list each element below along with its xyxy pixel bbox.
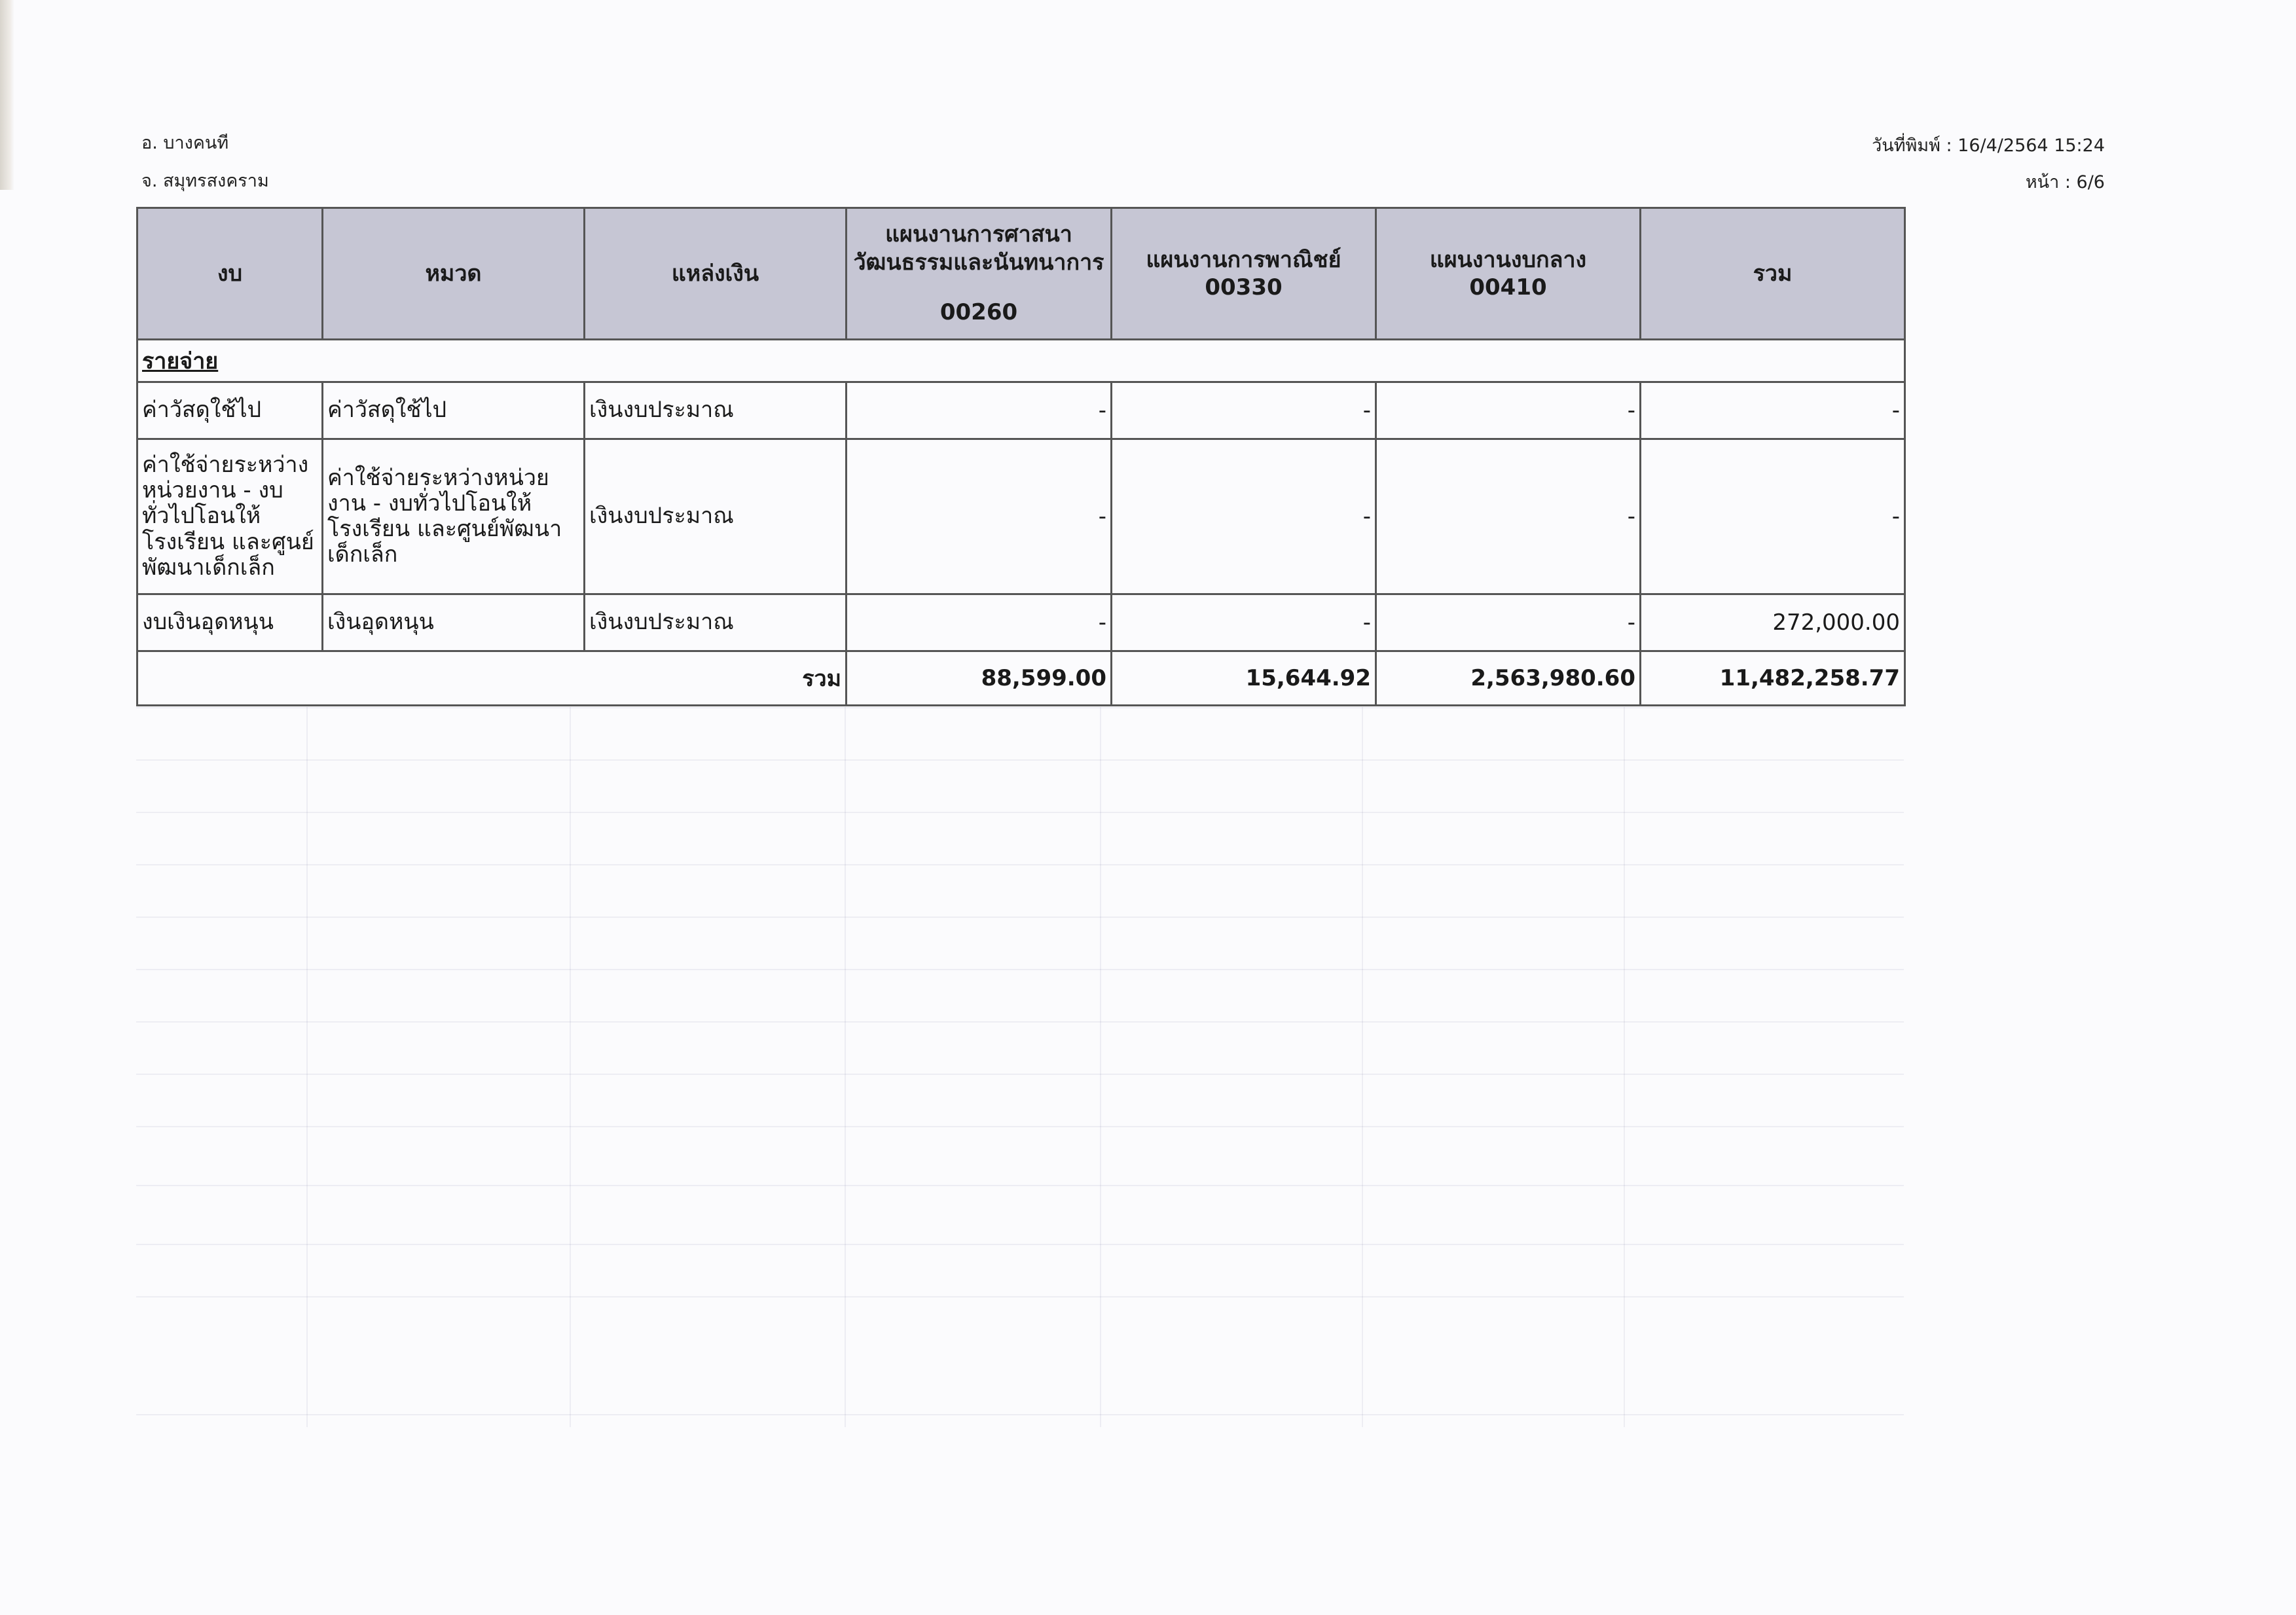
- cell-plan3: -: [1376, 594, 1641, 651]
- plan1-code: 00260: [939, 299, 1018, 326]
- show-through-line: [136, 1021, 1904, 1023]
- col-header-plan2: [1112, 208, 1376, 340]
- show-through-line: [570, 707, 571, 1427]
- cell-source: เงินงบประมาณ: [585, 594, 847, 651]
- show-through-line: [1624, 707, 1625, 1427]
- province-label: จ. สมุทรสงคราม: [141, 171, 269, 191]
- budget-table: [136, 207, 1906, 706]
- section-cell: [137, 340, 1905, 382]
- show-through-line: [1100, 707, 1101, 1427]
- show-through-line: [136, 1126, 1904, 1127]
- col-header-source: แหล่งเงิน: [585, 208, 847, 340]
- plan2-code: 00330: [1205, 274, 1283, 300]
- plan2-name: แผนงานการพาณิชย์: [1146, 246, 1341, 273]
- cell-plan3: -: [1376, 439, 1641, 594]
- totals-row: [137, 651, 1905, 706]
- col-header-category: หมวด: [323, 208, 585, 340]
- show-through-line: [136, 707, 1904, 708]
- table-header-row: [137, 208, 1905, 340]
- cell-budget: ค่าวัสดุใช้ไป: [137, 382, 323, 439]
- total-grand: 11,482,258.77: [1641, 651, 1905, 706]
- cell-plan1: -: [847, 439, 1112, 594]
- cell-plan2: -: [1112, 382, 1376, 439]
- show-through-line: [136, 812, 1904, 813]
- plan3-name: แผนงานงบกลาง: [1429, 246, 1587, 273]
- show-through-line: [306, 707, 308, 1427]
- col-header-plan3: [1376, 208, 1641, 340]
- section-row: [137, 340, 1905, 382]
- cell-plan1: -: [847, 594, 1112, 651]
- col-header-total: รวม: [1641, 208, 1905, 340]
- cell-total: -: [1641, 439, 1905, 594]
- scan-edge-shadow: [0, 0, 14, 190]
- cell-category: ค่าใช้จ่ายระหว่างหน่วยงาน - งบทั่วไปโอนให้โรงเรียน และศูนย์พัฒนาเด็กเล็ก: [323, 439, 585, 594]
- show-through-line: [136, 1074, 1904, 1075]
- show-through-line: [845, 707, 846, 1427]
- cell-total: -: [1641, 382, 1905, 439]
- cell-plan2: -: [1112, 594, 1376, 651]
- cell-plan3: -: [1376, 382, 1641, 439]
- cell-category: เงินอุดหนุน: [323, 594, 585, 651]
- cell-plan2: -: [1112, 439, 1376, 594]
- show-through-line: [136, 759, 1904, 761]
- plan1-name: แผนงานการศาสนา วัฒนธรรมและนันทนาการ: [853, 221, 1104, 276]
- cell-total: 272,000.00: [1641, 594, 1905, 651]
- page-number: หน้า : 6/6: [2025, 172, 2105, 192]
- print-date: วันที่พิมพ์ : 16/4/2564 15:24: [1872, 136, 2105, 156]
- show-through-line: [136, 916, 1904, 918]
- total-plan2: 15,644.92: [1112, 651, 1376, 706]
- cell-source: เงินงบประมาณ: [585, 382, 847, 439]
- totals-label: รวม: [585, 651, 847, 706]
- plan3-code: 00410: [1469, 274, 1547, 300]
- total-plan1: 88,599.00: [847, 651, 1112, 706]
- cell-budget: งบเงินอุดหนุน: [137, 594, 323, 651]
- cell-source: เงินงบประมาณ: [585, 439, 847, 594]
- show-through-line: [136, 1244, 1904, 1245]
- table-row: [137, 382, 1905, 439]
- cell-category: ค่าวัสดุใช้ไป: [323, 382, 585, 439]
- totals-blank-cell: [137, 651, 585, 706]
- district-label: อ. บางคนที: [141, 133, 229, 153]
- section-label: รายจ่าย: [142, 348, 219, 374]
- total-plan3: 2,563,980.60: [1376, 651, 1641, 706]
- show-through-line: [1362, 707, 1363, 1427]
- table-row: [137, 439, 1905, 594]
- show-through-line: [136, 1296, 1904, 1297]
- show-through-line: [136, 1185, 1904, 1186]
- cell-plan1: -: [847, 382, 1112, 439]
- show-through-line: [136, 1414, 1904, 1415]
- show-through-line: [136, 864, 1904, 865]
- col-header-budget: งบ: [137, 208, 323, 340]
- cell-budget: ค่าใช้จ่ายระหว่างหน่วยงาน - งบทั่วไปโอนให้โรงเรียน และศูนย์พัฒนาเด็กเล็ก: [137, 439, 323, 594]
- table-row: [137, 594, 1905, 651]
- col-header-plan1: [847, 208, 1112, 340]
- show-through-line: [136, 969, 1904, 970]
